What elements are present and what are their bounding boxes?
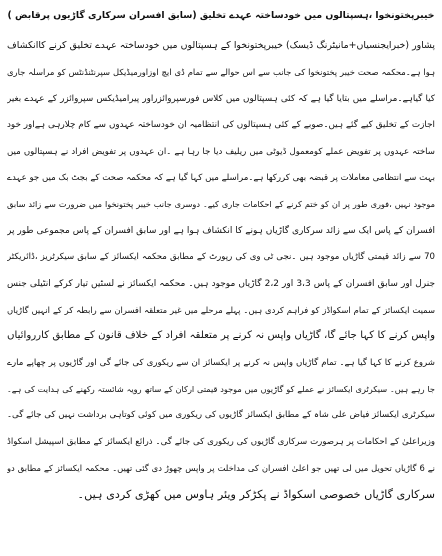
article-line-9: 70 سے زائد قیمتی گاڑیاں موجود ہیں ۔نجی ٹی وی کی رپورٹ کے مطابق محکمہ ایکسائز کے سابق سیکرٹریز ،ڈائریکٹر (7, 252, 435, 263)
article-line-5: ساختہ عہدوں پر تفویض عملے کومعمول ڈیوٹی میں ریلیف دیا جا رہا ہے ۔ان عہدوں پر تفویض افراد نے ہسپتالوں میں (7, 146, 435, 157)
article-line-1: پشاور (خبرایجنسیاں+مانیٹرنگ ڈیسک) خیبرپختونخوا کے ہسپتالوں میں خودساختہ عہدے تخلیق کرنے کاانکشاف (7, 40, 435, 51)
article-line-8: افسران کے پاس ایک سے زائد سرکاری گاڑیاں ہونے کا انکشاف ہوا ہے اور سابق افسران کے پاس مجموعی طور پر (7, 225, 435, 236)
article-line-10: جنرل اور سابق افسران کے پاس 3،3 اور 2،2 گاڑیاں موجود ہیں۔ محکمہ ایکسائز نے لسٹیں تیار کرکے انٹیلی جنس (7, 278, 435, 289)
article-line-2: ہوا ہے۔محکمہ صحت خیبر پختونخوا کی جانب سے اس حوالے سے تمام ڈی ایچ اوزاورمیڈیکل سپرنٹنڈنٹس کو مراسلہ جاری (7, 67, 435, 78)
article-line-6: بہت سے انتظامی معاملات پر قبضہ بھی کررکھا ہے۔مراسلے میں کہا گیا ہے کہ محکمہ صحت کے بجٹ بک میں جو عہدے (7, 172, 435, 183)
article-line-15: سیکرٹری ایکسائز فیاض علی شاہ کے مطابق ایکسائز گاڑیوں کی ریکوری میں کوئی کوتاہی برداشت نہیں کی جائے گی۔ (7, 410, 435, 421)
article-line-11: سمیت ایکسائز کے تمام اسکواڈز کو فراہم کردی ہیں۔ پہلے مرحلے میں غیر متعلقہ افسران سے رابطہ کر کے انہیں گاڑیاں (7, 304, 435, 315)
article-line-16: وزیراعلیٰ کے احکامات پر ہرصورت سرکاری گاڑیوں کی ریکوری کی جائے گی۔ ذرائع ایکسائز کے مطابق اسپیشل اسکواڈ (7, 436, 435, 447)
article-line-7: موجود نہیں ،فوری طور پر ان کو ختم کرنے کے احکامات جاری کیے۔ دوسری جانب خیبر پختونخوا میں ضرورت سے زائد سابق (7, 199, 435, 210)
article-line-12: واپس کرنے کا کہا جائے گا، گاڑیاں واپس نہ کرنے پر متعلقہ افراد کے خلاف قانون کے مطابق کارروائیاں (7, 330, 435, 342)
article-line-13: شروع کرنے کا کہا گیا ہے۔ تمام گاڑیاں واپس نہ کرنے پر ایکسائز ان سے ریکوری کی جائے گی اور گاڑیوں پر چھاپے مارے (7, 357, 435, 368)
article-line-14: جا رہے ہیں۔ سیکرٹری ایکسائز نے عملے کو گاڑیوں میں موجود قیمتی ارکان کے ساتھ رویہ شائستہ رکھنے کی ہدایت کی ہے۔ (7, 384, 435, 395)
article-body (7, 33, 435, 508)
article-line-18: سرکاری گاڑیاں خصوصی اسکواڈ نے پکڑکر ویئر ہاوس میں کھڑی کردی ہیں۔ (77, 487, 435, 501)
article-line-4: اجازت کے تخلیق کیے گئے ہیں۔صوبے کے کئی ہسپتالوں کی انتظامیہ ان خودساختہ عہدوں سے کام چلارہی ہےاور خود (7, 120, 435, 131)
article-headline: خیبرپختونخوا ،ہسپتالوں میں خودساختہ عہدے تخلیق (سابق افسران سرکاری گاڑیوں پرقابض ) (7, 10, 435, 21)
article-line-3: کیا گیاہے۔مراسلے میں بتایا گیا ہے کہ کئی ہسپتالوں میں کلاس فورسپروائزراور پیرامیڈیکس سپروائزر کے عہدے بغیر (7, 93, 435, 104)
article-line-17: نے 6 گاڑیاں تحویل میں لی تھیں جو اعلیٰ افسران کی مداخلت پر واپس چھوڑ دی گئی تھیں۔ محکمہ ایکسائز کے مطابق دو (7, 463, 435, 474)
